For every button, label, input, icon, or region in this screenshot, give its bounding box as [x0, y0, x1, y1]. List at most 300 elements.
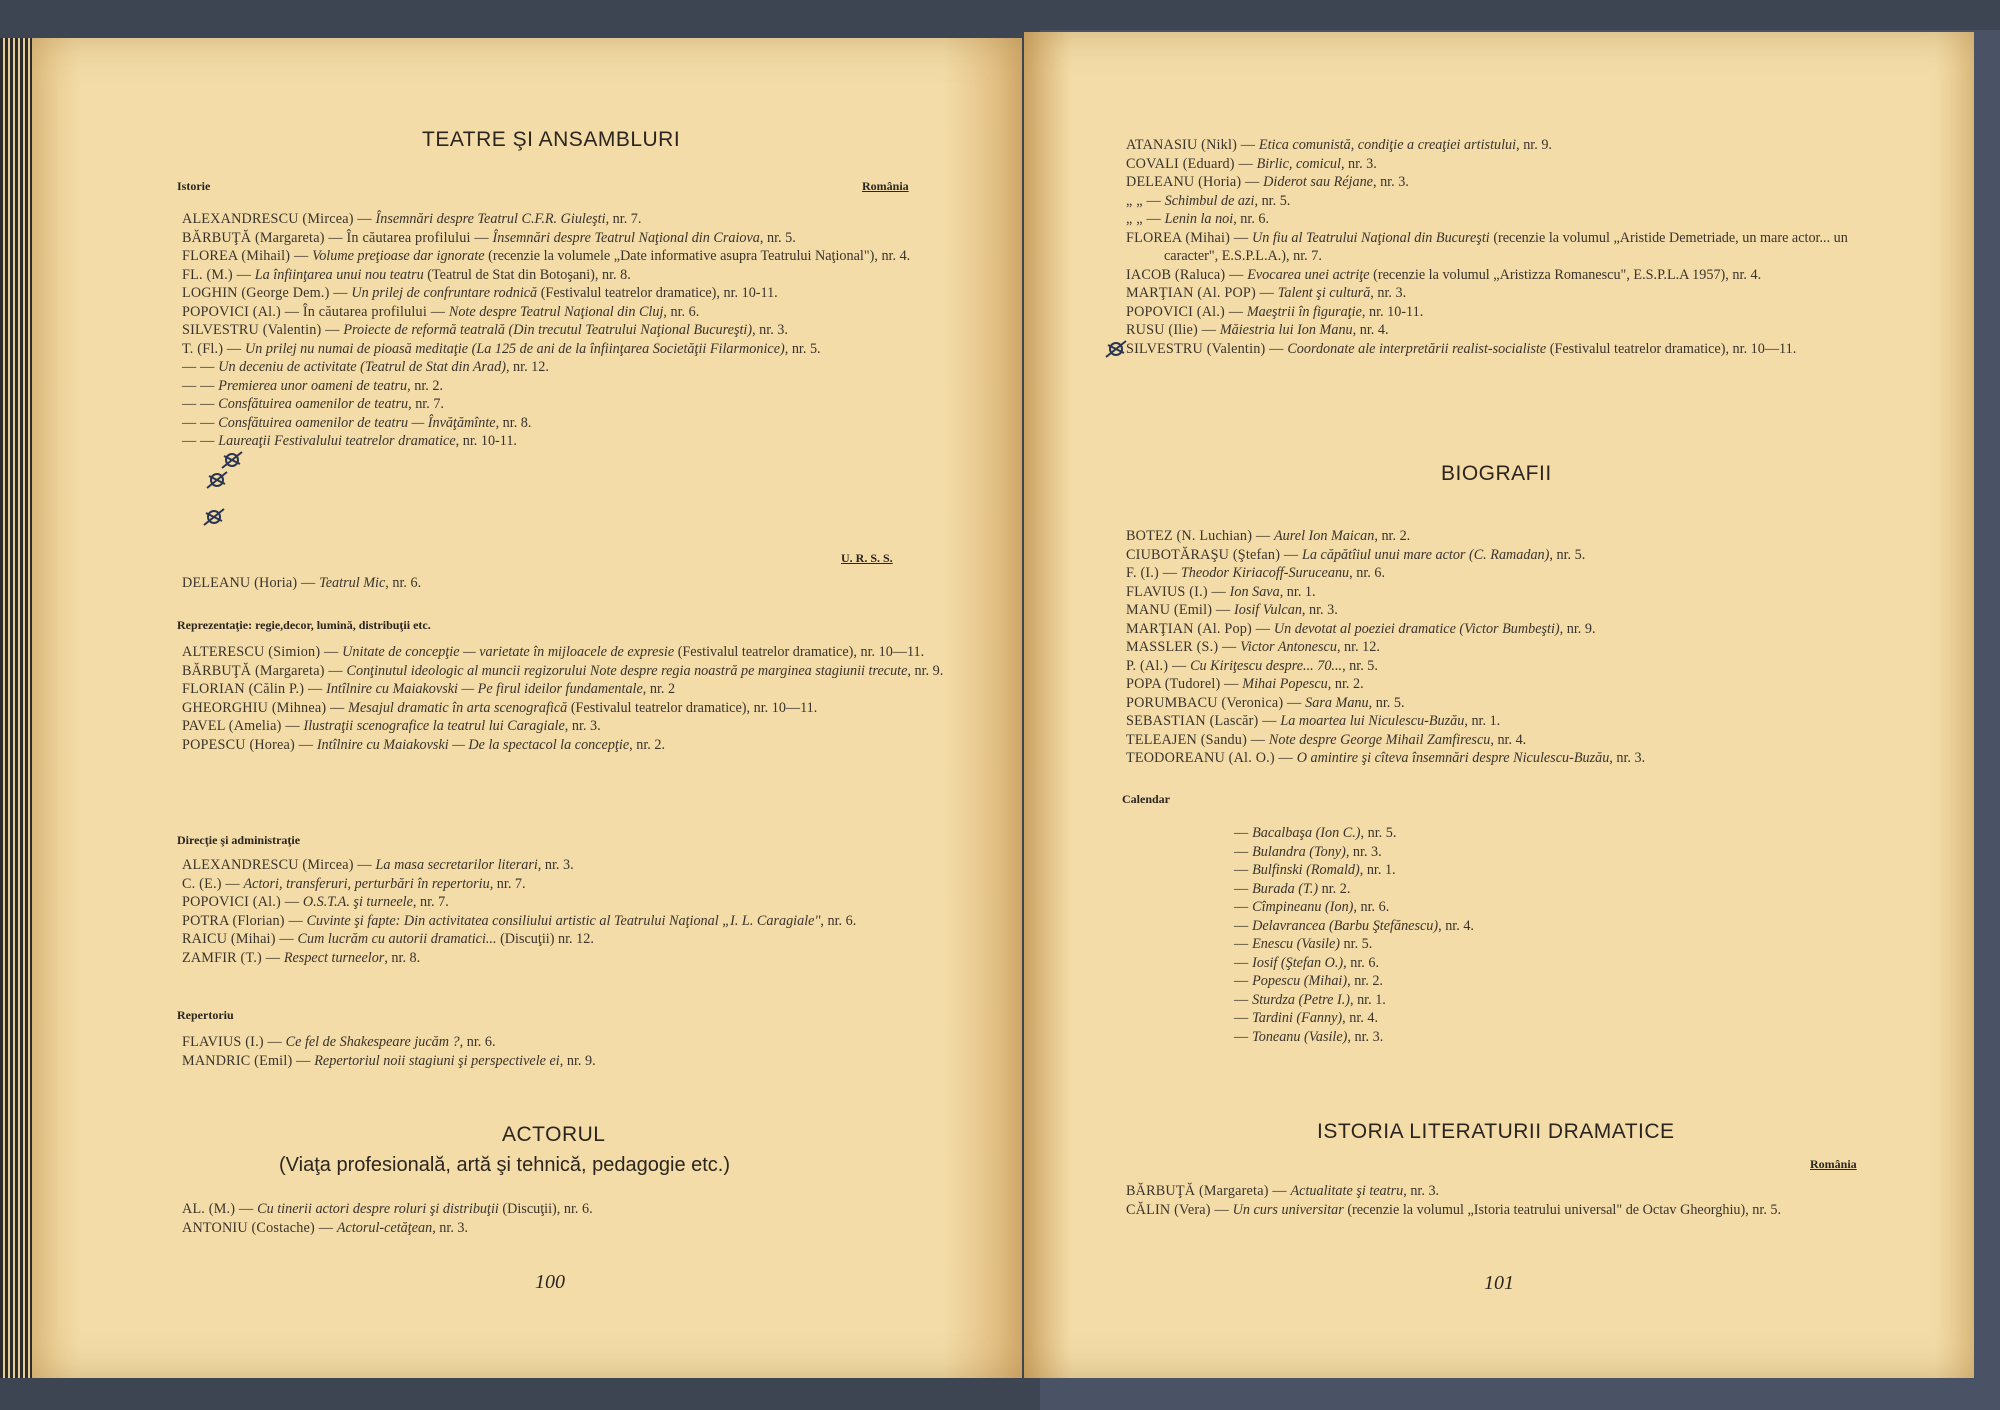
urss-list: [182, 574, 952, 593]
entry-title: Mihai Popescu: [1242, 676, 1328, 692]
entry-author: SILVESTRU (Valentin) —: [182, 322, 344, 338]
entry-reference: , nr. 3.: [1370, 285, 1407, 301]
entry-author: — —: [182, 433, 219, 449]
bibliography-entry: [1234, 861, 1734, 880]
country-label-romania-right: România: [1810, 1157, 1857, 1171]
entry-title: Însemnări despre Teatrul C.F.R. Giuleşti: [375, 211, 606, 227]
bibliography-entry: [182, 912, 952, 931]
bibliography-entry: [1126, 173, 1896, 192]
entry-author: POPOVICI (Al.) —: [182, 894, 303, 910]
bibliography-entry: [182, 949, 952, 968]
entry-author: IACOB (Raluca) —: [1126, 266, 1248, 283]
entry-title: Schimbul de azi: [1164, 192, 1255, 209]
bibliography-entry: [182, 875, 952, 894]
istorie-list: [182, 210, 952, 451]
entry-author: T. (Fl.) —: [182, 340, 246, 357]
bibliography-entry: [1126, 136, 1896, 155]
calendar-list: [1234, 824, 1734, 1046]
bibliography-entry: [182, 1200, 952, 1219]
entry-reference: , nr. 10-11.: [1361, 303, 1424, 320]
entry-reference: , nr. 2: [642, 681, 676, 697]
entry-title: Un curs universitar: [1232, 1201, 1344, 1218]
entry-reference: , nr. 12.: [1336, 639, 1380, 655]
entry-title: Unitate de concepţie — varietate în mijloacele de expresie: [342, 644, 675, 660]
bibliography-entry: [1126, 155, 1896, 174]
entry-title: Cuvinte şi fapte: Din activitatea consiliului artistic al Teatrului Naţional „I. L. Caragiale": [306, 912, 821, 929]
bibliography-entry: [1126, 583, 1896, 602]
entry-reference: , nr. 6.: [1233, 211, 1270, 227]
entry-reference: , nr. 6.: [1353, 899, 1390, 915]
bibliography-entry: [182, 856, 952, 875]
entry-author: — —: [182, 396, 219, 412]
section-title-istoria: ISTORIA LITERATURII DRAMATICE: [1317, 1120, 1675, 1143]
bibliography-entry: [182, 699, 952, 718]
entry-reference: , nr. 9.: [1516, 137, 1552, 153]
subsection-reprezentatie: Reprezentaţie: regie,decor, lumină, distribuţii etc.: [177, 618, 431, 632]
repertoriu-list: [182, 1033, 952, 1070]
bibliography-entry: [182, 432, 952, 451]
entry-title: Consfătuirea oamenilor de teatru: [218, 396, 409, 412]
entry-reference: (recenzie la volumele „Date informative asupra Teatrului Naţional"), nr. 4.: [484, 248, 911, 264]
entry-title: Bulfinski (Romald): [1252, 862, 1360, 878]
bibliography-entry: [1126, 210, 1896, 229]
entry-title: Intîlnire cu Maiakovski — Pe firul ideilor fundamentale: [326, 681, 643, 697]
entry-reference: (Teatrul de Stat din Botoşani), nr. 8.: [423, 266, 631, 283]
entry-author: TELEAJEN (Sandu) —: [1126, 731, 1269, 748]
reprezentatie-list: [182, 643, 952, 754]
entry-reference: , nr. 8.: [495, 414, 532, 431]
entry-author: —: [1234, 843, 1253, 860]
entry-title: Premierea unor oameni de teatru: [218, 377, 408, 394]
subsection-directie: Direcţie şi administraţie: [177, 833, 301, 847]
entry-reference: , nr. 5.: [1549, 546, 1586, 563]
entry-author: ALTERESCU (Simion) —: [182, 644, 343, 660]
entry-reference: nr. 2.: [1318, 880, 1351, 897]
country-label-romania: România: [862, 179, 909, 193]
entry-author: POPESCU (Horea) —: [182, 736, 317, 753]
bibliography-entry: [1234, 898, 1734, 917]
entry-reference: nr. 5.: [1340, 936, 1373, 952]
entry-reference: , nr. 12.: [505, 359, 549, 375]
entry-author: MANU (Emil) —: [1126, 602, 1235, 618]
bibliography-entry: [1126, 340, 1896, 359]
bibliography-entry: [1126, 1182, 1896, 1201]
entry-reference: (recenzie la volumul „Istoria teatrului universal" de Octav Gheorghiu), nr. 5.: [1343, 1201, 1782, 1218]
entry-title: La înfiinţarea unui nou teatru: [254, 266, 424, 283]
bibliography-entry: [182, 340, 952, 359]
entry-reference: , nr. 5.: [1360, 825, 1397, 841]
entry-author: C. (E.) —: [182, 875, 244, 892]
entry-reference: , nr. 3.: [1347, 1028, 1384, 1045]
entry-title: Respect turneelor: [283, 949, 385, 966]
entry-author: ALEXANDRESCU (Mircea) —: [182, 211, 376, 227]
entry-title: Actorul-cetăţean: [336, 1219, 433, 1236]
entry-reference: , nr. 3.: [1345, 843, 1382, 860]
entry-author: —: [1234, 991, 1253, 1008]
entry-reference: , nr. 5.: [1254, 192, 1291, 209]
entry-author: CIUBOTĂRAŞU (Ştefan) —: [1126, 546, 1303, 563]
bibliography-entry: [1126, 731, 1896, 750]
entry-author: — —: [182, 359, 219, 375]
entry-reference: , nr. 10-11.: [455, 433, 517, 449]
bibliography-entry: [1126, 601, 1896, 620]
entry-reference: , nr. 3.: [1372, 174, 1409, 190]
bibliography-entry: [1126, 284, 1896, 303]
bibliography-entry: [182, 1052, 952, 1071]
entry-author: — —: [182, 377, 219, 394]
entry-author: COVALI (Eduard) —: [1126, 155, 1257, 172]
bibliography-entry: [182, 321, 952, 340]
bibliography-entry: [182, 210, 952, 229]
entry-title: O.S.T.A. şi turneele: [302, 894, 413, 910]
entry-title: Lenin la noi: [1164, 211, 1234, 227]
entry-reference: (Festivalul teatrelor dramatice), nr. 10—11.: [674, 644, 925, 660]
pencil-mark-icon: [1104, 337, 1128, 361]
section-title-actorul: ACTORUL: [502, 1123, 606, 1146]
bibliography-entry: [1126, 321, 1896, 340]
bibliography-entry: [1126, 229, 1896, 266]
bibliography-entry: [182, 574, 952, 593]
entry-title: Un devotat al poeziei dramatice (Victor Bumbeşti): [1273, 620, 1560, 637]
entry-reference: , nr. 1.: [1279, 583, 1316, 600]
entry-author: BĂRBUŢĂ (Margareta) —: [1126, 1183, 1291, 1199]
entry-reference: , nr. 6.: [1343, 954, 1380, 971]
entry-title: Conţinutul ideologic al muncii regizorului Note despre regia noastră pe marginea stagiunii trecute: [346, 662, 908, 679]
entry-author: TEODOREANU (Al. O.) —: [1126, 750, 1297, 766]
actorul-list: [182, 1200, 952, 1237]
entry-author: PORUMBACU (Veronica) —: [1126, 694, 1306, 711]
bibliography-entry: [182, 680, 952, 699]
entry-reference: , nr. 5.: [1342, 657, 1378, 674]
entry-author: SEBASTIAN (Lascăr) —: [1126, 713, 1281, 729]
entry-reference: , nr. 6.: [1349, 565, 1386, 581]
entry-author: POPA (Tudorel) —: [1126, 676, 1243, 692]
entry-reference: , nr. 6.: [663, 303, 700, 320]
entry-reference: (Discuţii), nr. 6.: [498, 1201, 593, 1217]
entry-author: SILVESTRU (Valentin) —: [1126, 340, 1288, 357]
bibliography-entry: [182, 303, 952, 322]
entry-author: FLOREA (Mihai) —: [1126, 229, 1252, 246]
section-title-teatre: TEATRE ŞI ANSAMBLURI: [422, 128, 681, 151]
entry-title: Talent şi cultură: [1277, 285, 1371, 301]
bibliography-entry: [1234, 1028, 1734, 1047]
entry-author: DELEANU (Horia) —: [1126, 174, 1264, 190]
pencil-mark-icon: [202, 505, 226, 529]
entry-reference: , nr. 2.: [1347, 973, 1383, 989]
entry-author: FLAVIUS (I.) —: [182, 1034, 286, 1050]
entry-author: CĂLIN (Vera) —: [1126, 1201, 1233, 1218]
entry-title: Volume preţioase dar ignorate: [312, 248, 485, 264]
entry-title: O amintire şi cîteva însemnări despre Niculescu-Buzău: [1296, 750, 1610, 766]
entry-reference: , nr. 4.: [1438, 917, 1474, 934]
entry-title: Aurel Ion Maican: [1274, 528, 1375, 544]
entry-reference: , nr. 7.: [408, 396, 444, 412]
entry-author: LOGHIN (George Dem.) —: [182, 285, 352, 301]
entry-title: Un fiu al Teatrului Naţional din Bucureşti: [1251, 229, 1490, 246]
entry-reference: , nr. 3.: [537, 857, 574, 873]
entry-author: —: [1234, 917, 1253, 934]
entry-author: —: [1234, 936, 1253, 952]
bibliography-entry: [1234, 824, 1734, 843]
page-number-left: 100: [535, 1271, 565, 1293]
entry-author: —: [1234, 825, 1253, 841]
bibliography-entry: [182, 736, 952, 755]
entry-author: BĂRBUŢĂ (Margareta) —: [182, 662, 347, 679]
bibliography-entry: [1126, 638, 1896, 657]
entry-reference: , nr. 6.: [820, 912, 857, 929]
entry-reference: , nr. 5.: [759, 229, 796, 246]
page-stack-edges: [0, 38, 32, 1378]
entry-reference: , nr. 2.: [407, 377, 444, 394]
bibliography-entry: [182, 266, 952, 285]
entry-reference: , nr. 7.: [605, 211, 642, 227]
entry-reference: , nr. 9.: [559, 1052, 596, 1069]
entry-author: „ „ —: [1126, 211, 1165, 227]
bibliography-entry: [1234, 843, 1734, 862]
bibliography-entry: [1126, 657, 1896, 676]
entry-title: Ion Sava: [1229, 583, 1280, 600]
bibliography-entry: [182, 395, 952, 414]
entry-title: Sturdza (Petre I.): [1252, 991, 1350, 1008]
entry-title: Cîmpineanu (Ion): [1252, 899, 1354, 915]
entry-title: Un prilej de confruntare rodnică: [351, 285, 538, 301]
entry-reference: , nr. 1.: [1349, 991, 1386, 1008]
entry-author: MANDRIC (Emil) —: [182, 1052, 315, 1069]
entry-reference: , nr. 4.: [1352, 322, 1389, 338]
right-page: [1024, 32, 1974, 1378]
entry-author: —: [1234, 899, 1253, 915]
bibliography-entry: [1234, 880, 1734, 899]
entry-title: Toneanu (Vasile): [1252, 1028, 1348, 1045]
entry-author: POPOVICI (Al.) —: [1126, 303, 1247, 320]
entry-reference: (recenzie la volumul „Aristizza Romanescu", E.S.P.L.A 1957), nr. 4.: [1369, 266, 1762, 283]
bibliography-entry: [1126, 749, 1896, 768]
entry-reference: , nr. 4.: [1342, 1010, 1379, 1026]
bibliography-entry: [1234, 935, 1734, 954]
entry-title: Ce fel de Shakespeare jucăm ?: [285, 1034, 460, 1050]
bibliography-entry: [182, 893, 952, 912]
entry-author: — —: [182, 414, 219, 431]
entry-author: RAICU (Mihai) —: [182, 931, 298, 947]
entry-title: Evocarea unei actriţe: [1247, 266, 1370, 283]
entry-title: Actori, transferuri, perturbări în repertoriu: [243, 875, 490, 892]
entry-title: Popescu (Mihai): [1252, 973, 1348, 989]
bibliography-entry: [182, 1033, 952, 1052]
entry-reference: , nr. 6.: [385, 575, 422, 591]
entry-author: „ „ —: [1126, 192, 1165, 209]
bibliography-entry: [182, 643, 952, 662]
entry-title: Note despre Teatrul Naţional din Cluj: [448, 303, 664, 320]
entry-reference: , nr. 9.: [907, 662, 944, 679]
entry-author: FLOREA (Mihail) —: [182, 248, 313, 264]
entry-reference: , nr. 3.: [1403, 1183, 1440, 1199]
entry-title: Mesajul dramatic în arta scenografică: [348, 699, 568, 716]
entry-author: P. (Al.) —: [1126, 657, 1191, 674]
entry-title: Laureaţii Festivalului teatrelor dramatice: [218, 433, 456, 449]
entry-reference: , nr. 2.: [1374, 528, 1411, 544]
entry-author: ATANASIU (Nikl) —: [1126, 137, 1259, 153]
entry-author: —: [1234, 1028, 1253, 1045]
bibliography-entry: [1126, 266, 1896, 285]
entry-title: Bacalbaşa (Ion C.): [1252, 825, 1361, 841]
subsection-repertoriu: Repertoriu: [177, 1008, 234, 1022]
country-label-urss: U. R. S. S.: [841, 551, 893, 565]
entry-reference: , nr. 1.: [1464, 713, 1501, 729]
entry-author: —: [1234, 954, 1253, 971]
section-title-biografii: BIOGRAFII: [1441, 462, 1552, 485]
entry-title: Cu tinerii actori despre roluri şi distribuţii: [257, 1201, 499, 1217]
bibliography-entry: [1126, 303, 1896, 322]
istoria-list: [1126, 1182, 1896, 1219]
pencil-mark-icon: [205, 468, 229, 492]
entry-reference: , nr. 9.: [1559, 620, 1596, 637]
entry-reference: , nr. 8.: [384, 949, 421, 966]
entry-title: Note despre George Mihail Zamfirescu: [1268, 731, 1491, 748]
section-subtitle-actorul: (Viaţa profesională, artă şi tehnică, pedagogie etc.): [279, 1154, 731, 1176]
entry-reference: (recenzie la volumul „Aristide Demetriade, un mare actor... un caracter", E.S.P.L.A.), nr. 7.: [1164, 229, 1848, 264]
entry-reference: (Festivalul teatrelor dramatice), nr. 10-11.: [537, 285, 778, 301]
entry-title: Bulandra (Tony): [1252, 843, 1346, 860]
entry-title: Enescu (Vasile): [1252, 936, 1340, 952]
entry-reference: , nr. 4.: [1490, 731, 1527, 748]
bibliography-entry: [1126, 527, 1896, 546]
bibliography-entry: [182, 284, 952, 303]
bibliography-entry: [1126, 546, 1896, 565]
entry-author: —: [1234, 973, 1253, 989]
entry-title: Victor Antonescu: [1240, 639, 1337, 655]
entry-author: FLAVIUS (I.) —: [1126, 583, 1230, 600]
entry-title: Coordonate ale interpretării realist-socialiste: [1287, 340, 1547, 357]
bibliography-entry: [182, 662, 952, 681]
entry-author: ALEXANDRESCU (Mircea) —: [182, 857, 376, 873]
page-number-right: 101: [1484, 1272, 1514, 1294]
bibliography-entry: [1234, 1009, 1734, 1028]
entry-title: Consfătuirea oamenilor de teatru — Învăţămînte: [218, 414, 496, 431]
left-page: [32, 38, 1022, 1378]
entry-title: Un deceniu de activitate (Teatrul de Stat din Arad): [218, 359, 506, 375]
top-list: [1126, 136, 1896, 358]
entry-title: Burada (T.): [1252, 880, 1319, 897]
entry-title: Tardini (Fanny): [1252, 1010, 1343, 1026]
entry-title: Măiestria lui Ion Manu: [1219, 322, 1353, 338]
entry-author: FLORIAN (Călin P.) —: [182, 681, 327, 697]
entry-title: Intîlnire cu Maiakovski — De la spectacol la concepţie: [316, 736, 630, 753]
bibliography-entry: [182, 414, 952, 433]
entry-title: Ilustraţii scenografice la teatrul lui Caragiale: [303, 718, 565, 734]
bibliography-entry: [1126, 564, 1896, 583]
bibliography-entry: [1234, 972, 1734, 991]
entry-title: Cu Kiriţescu despre... 70...: [1190, 657, 1343, 674]
entry-title: Etica comunistă, condiţie a creaţiei artistului: [1258, 137, 1517, 153]
entry-reference: , nr. 7.: [412, 894, 449, 910]
bibliography-entry: [1234, 954, 1734, 973]
entry-author: FL. (M.) —: [182, 266, 255, 283]
entry-reference: , nr. 6.: [459, 1034, 496, 1050]
entry-title: Iosif Vulcan: [1234, 602, 1302, 618]
bibliography-entry: [1126, 675, 1896, 694]
entry-author: ANTONIU (Costache) —: [182, 1219, 337, 1236]
entry-title: Însemnări despre Teatrul Naţional din Craiova: [492, 229, 760, 246]
directie-list: [182, 856, 952, 967]
entry-author: —: [1234, 880, 1253, 897]
entry-reference: , nr. 2.: [629, 736, 665, 753]
bibliography-entry: [182, 229, 952, 248]
entry-title: Un prilej nu numai de pioasă meditaţie (La 125 de ani de la înfiinţarea Societăţii Filarmonice): [245, 340, 785, 357]
entry-author: —: [1234, 1010, 1253, 1026]
entry-title: Diderot sau Réjane: [1263, 174, 1373, 190]
bibliography-entry: [182, 247, 952, 266]
bibliography-entry: [1126, 192, 1896, 211]
bibliography-entry: [1126, 1201, 1896, 1220]
entry-author: RUSU (Ilie) —: [1126, 322, 1220, 338]
subsection-istorie: Istorie: [177, 179, 211, 193]
entry-reference: , nr. 3.: [1609, 750, 1646, 766]
entry-author: BĂRBUŢĂ (Margareta) — În căutarea profilului —: [182, 229, 493, 246]
entry-author: AL. (M.) —: [182, 1201, 258, 1217]
entry-title: Maeştrii în figuraţie: [1246, 303, 1362, 320]
bibliography-entry: [1234, 991, 1734, 1010]
entry-reference: , nr. 3.: [752, 322, 788, 338]
entry-reference: , nr. 7.: [489, 875, 526, 892]
entry-author: GHEORGHIU (Mihnea) —: [182, 699, 349, 716]
entry-title: Birlic, comicul: [1256, 155, 1341, 172]
bibliography-entry: [182, 717, 952, 736]
entry-title: Sara Manu: [1305, 694, 1369, 711]
entry-author: BOTEZ (N. Luchian) —: [1126, 528, 1275, 544]
biografii-list: [1126, 527, 1896, 768]
entry-reference: (Festivalul teatrelor dramatice), nr. 10—11.: [1546, 340, 1797, 357]
entry-reference: , nr. 3.: [432, 1219, 469, 1236]
bibliography-entry: [1126, 694, 1896, 713]
entry-reference: , nr. 2.: [1327, 676, 1364, 692]
entry-title: La masa secretarilor literari: [375, 857, 538, 873]
bibliography-entry: [182, 930, 952, 949]
entry-reference: , nr. 5.: [1368, 694, 1405, 711]
entry-reference: , nr. 3.: [1340, 155, 1377, 172]
entry-title: Actualitate şi teatru: [1290, 1183, 1404, 1199]
bibliography-entry: [1126, 712, 1896, 731]
entry-title: Repertoriul noii stagiuni şi perspectivele ei: [314, 1052, 560, 1069]
entry-author: DELEANU (Horia) —: [182, 575, 320, 591]
entry-title: Cum lucrăm cu autorii dramatici...: [297, 931, 497, 947]
entry-title: Teatrul Mic: [319, 575, 386, 591]
entry-title: Theodor Kiriacoff-Suruceanu: [1180, 565, 1350, 581]
entry-title: La moartea lui Niculescu-Buzău: [1280, 713, 1465, 729]
entry-author: ZAMFIR (T.) —: [182, 949, 284, 966]
entry-author: POTRA (Florian) —: [182, 912, 307, 929]
entry-title: La căpătîiul unui mare actor (C. Ramadan): [1302, 546, 1550, 563]
entry-author: POPOVICI (Al.) — În căutarea profilului —: [182, 303, 449, 320]
entry-reference: , nr. 5.: [784, 340, 821, 357]
entry-author: F. (I.) —: [1126, 565, 1181, 581]
entry-title: Iosif (Ştefan O.): [1252, 954, 1344, 971]
bibliography-entry: [182, 358, 952, 377]
entry-title: Proiecte de reformă teatrală (Din trecutul Teatrului Naţional Bucureşti): [343, 322, 753, 338]
entry-reference: , nr. 3.: [564, 718, 601, 734]
entry-author: PAVEL (Amelia) —: [182, 718, 304, 734]
entry-reference: , nr. 3.: [1301, 602, 1338, 618]
entry-author: MASSLER (S.) —: [1126, 639, 1241, 655]
entry-reference: , nr. 1.: [1359, 862, 1396, 878]
entry-title: Delavrancea (Barbu Ştefănescu): [1252, 917, 1439, 934]
entry-reference: (Festivalul teatrelor dramatice), nr. 10—11.: [567, 699, 818, 716]
bibliography-entry: [182, 377, 952, 396]
entry-author: —: [1234, 862, 1253, 878]
bibliography-entry: [1234, 917, 1734, 936]
entry-author: MARŢIAN (Al. Pop) —: [1126, 620, 1274, 637]
entry-author: MARŢIAN (Al. POP) —: [1126, 285, 1278, 301]
subsection-calendar: Calendar: [1122, 792, 1170, 806]
